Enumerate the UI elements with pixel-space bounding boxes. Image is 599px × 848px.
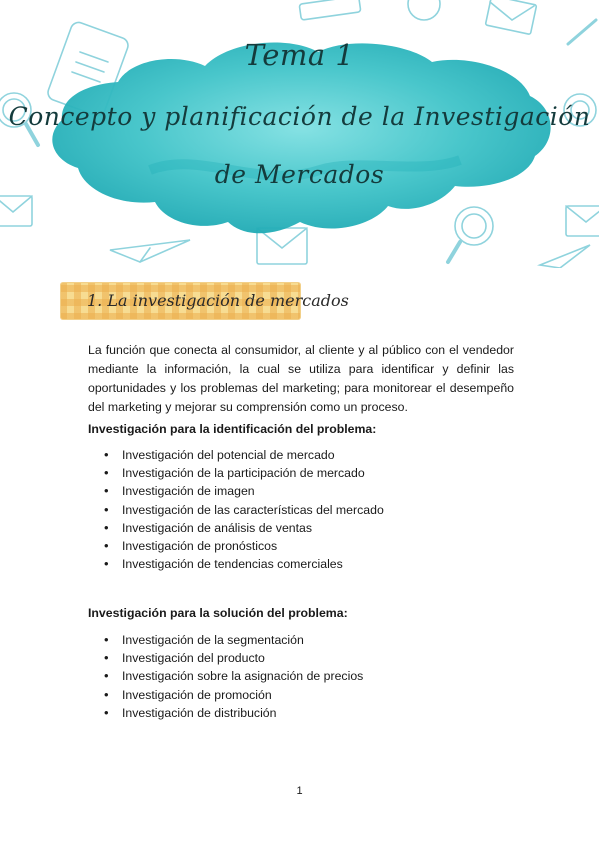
list-item: • Investigación sobre la asignación de precios [104, 667, 363, 685]
envelope-icon-top-right [485, 0, 536, 34]
list-item: • Investigación de la participación de mercado [104, 464, 384, 482]
list-item: • Investigación de las características del mercado [104, 501, 384, 519]
document-title-line-3: de Mercados [214, 160, 385, 189]
note-icon-top [299, 0, 361, 20]
subheading-solution: Investigación para la solución del problema: [88, 606, 348, 620]
list-item: • Investigación de imagen [104, 482, 384, 500]
envelope-icon-right [566, 206, 599, 236]
list-item: • Investigación de distribución [104, 704, 363, 722]
list-item: • Investigación de análisis de ventas [104, 519, 384, 537]
subheading-identification: Investigación para la identificación del problema: [88, 422, 377, 436]
section-heading: 1. La investigación de mercados [87, 291, 349, 310]
document-title-line-2: Concepto y planificación de la Investigación [8, 102, 591, 131]
identification-list [104, 446, 384, 573]
envelope-icon-left [0, 196, 32, 226]
list-item: • Investigación de tendencias comerciales [104, 555, 384, 573]
list-item: • Investigación de promoción [104, 686, 363, 704]
paper-plane-icon [110, 240, 190, 262]
header-banner [0, 0, 599, 268]
list-item: • Investigación del producto [104, 649, 363, 667]
list-item: • Investigación del potencial de mercado [104, 446, 384, 464]
solution-list [104, 631, 363, 722]
document-title-line-1: Tema 1 [244, 38, 355, 72]
list-item: • Investigación de pronósticos [104, 537, 384, 555]
list-item: • Investigación de la segmentación [104, 631, 363, 649]
page-number: 1 [296, 785, 303, 797]
section-heading-box [60, 282, 349, 320]
intro-paragraph: La función que conecta al consumidor, al cliente y al público con el vendedor mediante la información, la cual se utiliza para identificar y definir las oportunidades y los problemas del marketing; para monitorear el desempeño del marketing y mejorar su comprensión como un proceso. [88, 343, 514, 414]
paper-plane-icon-right [540, 245, 590, 268]
envelope-icon-bottom [257, 228, 307, 264]
magnifier-icon-right [448, 207, 493, 262]
